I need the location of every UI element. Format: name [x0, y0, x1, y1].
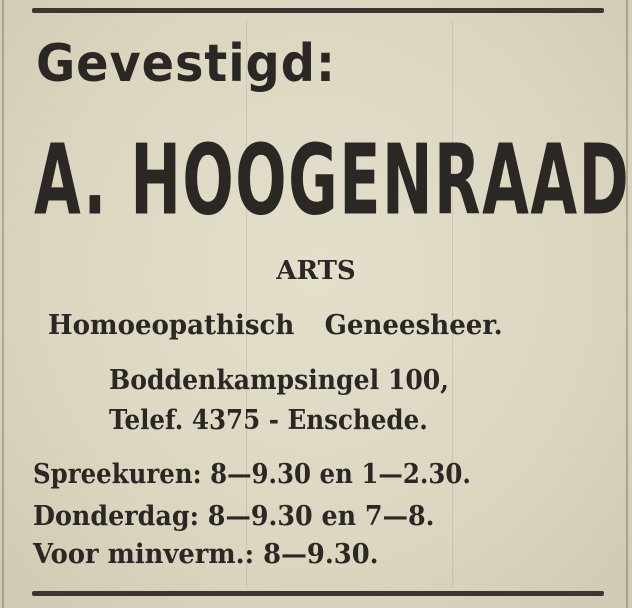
bleed-through-line [452, 20, 453, 588]
specialty-line: Homoeopathisch Geneesheer. [48, 310, 503, 341]
top-rule [32, 8, 604, 13]
hours-line: Voor minverm.: 8—9.30. [33, 539, 379, 570]
border-line-right [626, 0, 628, 608]
doctor-name: A. HOOGENRAAD [34, 123, 631, 237]
bottom-rule [32, 591, 604, 596]
profession-title: ARTS [276, 256, 356, 286]
hours-line: Spreekuren: 8—9.30 en 1—2.30. [33, 459, 471, 490]
border-line-left [2, 0, 4, 608]
address-line: Boddenkampsingel 100, [109, 365, 450, 396]
heading: Gevestigd: [36, 34, 336, 94]
hours-line: Donderdag: 8—9.30 en 7—8. [33, 501, 435, 532]
phone-line: Telef. 4375 - Enschede. [109, 405, 428, 436]
